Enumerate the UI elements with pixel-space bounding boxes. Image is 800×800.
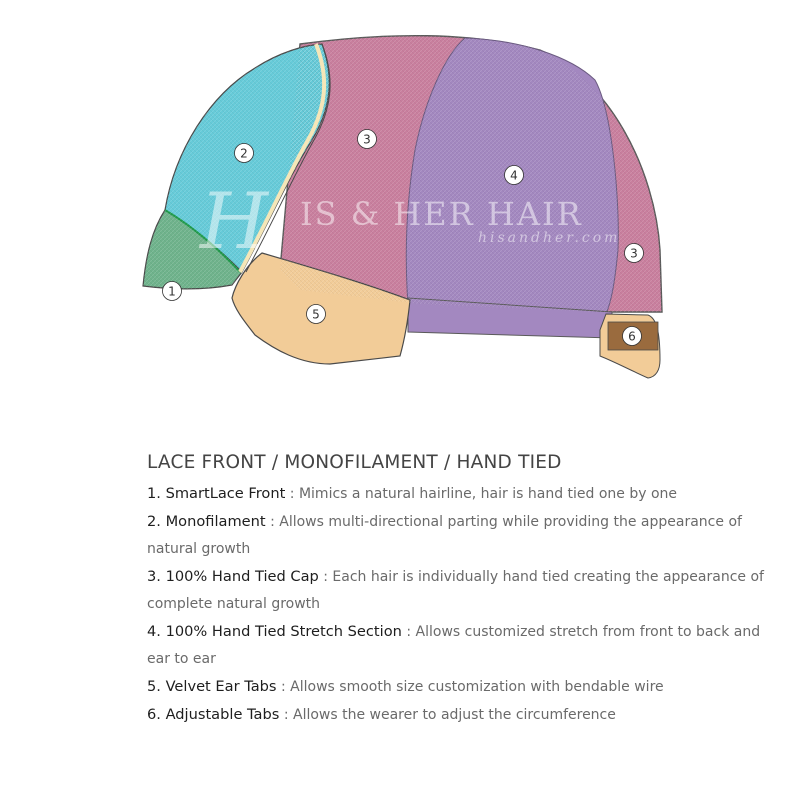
- legend-item-smartlace-front: [147, 480, 787, 508]
- legend-term: 6. Adjustable Tabs: [147, 706, 280, 723]
- marker-4: [505, 166, 524, 185]
- legend-desc: : Allows the wearer to adjust the circumference: [279, 707, 616, 723]
- marker-2: [235, 144, 254, 163]
- svg-text:2: 2: [240, 146, 248, 161]
- legend-term: 2. Monofilament: [147, 513, 266, 530]
- marker-3-top: [358, 130, 377, 149]
- marker-1: [163, 282, 182, 301]
- svg-text:4: 4: [510, 168, 518, 183]
- svg-text:3: 3: [630, 246, 638, 261]
- watermark-brand: IS & HER HAIR: [300, 195, 583, 233]
- legend-desc: : Mimics a natural hairline, hair is hand tied one by one: [285, 486, 678, 502]
- legend-term: 1. SmartLace Front: [147, 485, 286, 502]
- legend-item-velvet-ear-tabs: [147, 673, 787, 701]
- watermark-monogram: H: [200, 177, 269, 267]
- svg-text:5: 5: [312, 307, 320, 322]
- legend: [147, 452, 787, 729]
- watermark-url: hisandher.com: [478, 230, 621, 246]
- marker-6: [623, 327, 642, 346]
- legend-term: 5. Velvet Ear Tabs: [147, 678, 277, 695]
- mesh-texture: [280, 36, 662, 312]
- legend-title: LACE FRONT / MONOFILAMENT / HAND TIED: [147, 452, 562, 473]
- marker-3-back: [625, 244, 644, 263]
- legend-term: 3. 100% Hand Tied Cap: [147, 568, 319, 585]
- svg-text:3: 3: [363, 132, 371, 147]
- legend-item-hand-tied-cap: [147, 563, 787, 618]
- legend-item-stretch-section: [147, 618, 787, 673]
- svg-text:1: 1: [168, 284, 176, 299]
- legend-term: 4. 100% Hand Tied Stretch Section: [147, 623, 402, 640]
- legend-desc: : Each hair is individually hand tied creating the appearance of complete natural growth: [147, 569, 764, 612]
- marker-5: [307, 305, 326, 324]
- legend-desc: : Allows smooth size customization with bendable wire: [276, 679, 664, 695]
- legend-item-adjustable-tabs: [147, 701, 787, 729]
- legend-desc: : Allows customized stretch from front to back and ear to ear: [147, 624, 761, 667]
- legend-desc: : Allows multi-directional parting while providing the appearance of natural growth: [147, 514, 742, 557]
- legend-item-monofilament: [147, 508, 787, 563]
- svg-text:6: 6: [628, 329, 636, 344]
